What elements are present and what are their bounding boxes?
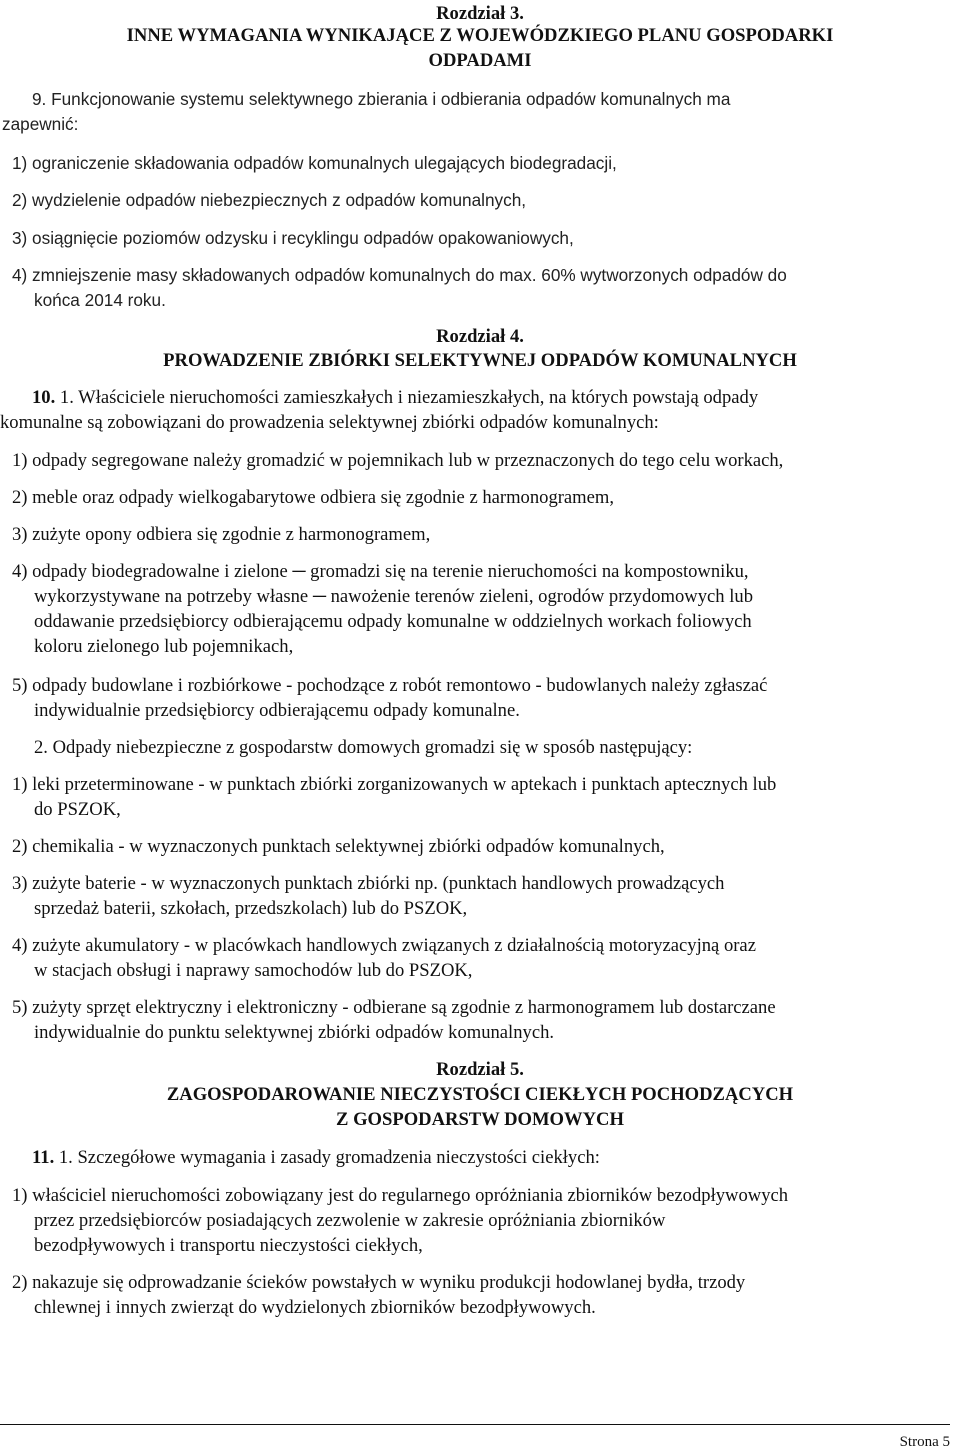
chapter-3-item-2: 2) wydzielenie odpadów niebezpiecznych z odpadów komunalnych, bbox=[12, 190, 527, 210]
chapter-4-item-5-line-2: indywidualnie przedsiębiorcy odbierającemu odpady komunalne. bbox=[34, 700, 520, 721]
paragraph-9-number: 9. bbox=[32, 89, 47, 109]
hazardous-item-1-line-2: do PSZOK, bbox=[34, 799, 121, 820]
paragraph-11-number: 11. bbox=[32, 1147, 55, 1168]
chapter-4-item-4-line-2: wykorzystywane na potrzeby własne ─ nawożenie terenów zieleni, ogrodów przydomowych lub bbox=[34, 586, 753, 607]
chapter-3-heading-line-2: ODPADAMI bbox=[428, 50, 532, 71]
hazardous-item-3-line-2: sprzedaż baterii, szkołach, przedszkolach) lub do PSZOK, bbox=[34, 898, 468, 919]
chapter-3-item-4-continuation: końca 2014 roku. bbox=[34, 290, 166, 310]
chapter-3-item-3: 3) osiągnięcie poziomów odzysku i recyklingu odpadów opakowaniowych, bbox=[12, 228, 574, 248]
hazardous-item-2: 2) chemikalia - w wyznaczonych punktach selektywnej zbiórki odpadów komunalnych, bbox=[12, 836, 665, 857]
chapter-4-heading: PROWADZENIE ZBIÓRKI SELEKTYWNEJ ODPADÓW KOMUNALNYCH bbox=[163, 350, 797, 371]
chapter-5-item-2-line-2: chlewnej i innych zwierząt do wydzielonych zbiorników bezodpływowych. bbox=[34, 1297, 596, 1318]
chapter-4-item-5: 5) odpady budowlane i rozbiórkowe - pochodzące z robót remontowo - budowlanych należy zgłaszać bbox=[12, 675, 768, 696]
hazardous-item-4-line-2: w stacjach obsługi i naprawy samochodów lub do PSZOK, bbox=[34, 960, 473, 981]
chapter-4-item-4-line-3: oddawanie przedsiębiorcy odbierającemu odpady komunalne w oddzielnych workach foliowych bbox=[34, 611, 752, 632]
chapter-4-title: Rozdział 4. bbox=[436, 326, 524, 347]
paragraph-9-line-2: zapewnić: bbox=[2, 114, 79, 134]
paragraph-10-number: 10. bbox=[32, 387, 56, 408]
hazardous-item-3: 3) zużyte baterie - w wyznaczonych punktach zbiórki np. (punktach handlowych prowadzących bbox=[12, 873, 725, 894]
chapter-3-item-1: 1) ograniczenie składowania odpadów komunalnych ulegających biodegradacji, bbox=[12, 153, 617, 173]
chapter-5-heading-line-1: ZAGOSPODAROWANIE NIECZYSTOŚCI CIEKŁYCH POCHODZĄCYCH bbox=[166, 1084, 794, 1105]
chapter-3-item-4: 4) zmniejszenie masy składowanych odpadów komunalnych do max. 60% wytworzonych odpadów do bbox=[12, 265, 787, 285]
chapter-5-item-2: 2) nakazuje się odprowadzanie ścieków powstałych w wyniku produkcji hodowlanej bydła, trzody bbox=[12, 1272, 746, 1293]
hazardous-item-4: 4) zużyte akumulatory - w placówkach handlowych związanych z działalnością motoryzacyjną oraz bbox=[12, 935, 756, 956]
paragraph-9-line-1: 9. Funkcjonowanie systemu selektywnego zbierania i odbierania odpadów komunalnych ma bbox=[32, 89, 731, 109]
hazardous-item-5-line-2: indywidualnie do punktu selektywnej zbiórki odpadów komunalnych. bbox=[34, 1022, 555, 1043]
chapter-5-heading-line-2: Z GOSPODARSTW DOMOWYCH bbox=[336, 1109, 624, 1130]
paragraph-10-point-2: 2. Odpady niebezpieczne z gospodarstw domowych gromadzi się w sposób następujący: bbox=[34, 737, 693, 758]
footer-divider bbox=[0, 1424, 950, 1425]
hazardous-item-1: 1) leki przeterminowane - w punktach zbiórki zorganizowanych w aptekach i punktach aptecznych lub bbox=[12, 774, 777, 795]
chapter-4-item-4-line-4: koloru zielonego lub pojemnikach, bbox=[34, 636, 294, 657]
hazardous-item-5: 5) zużyty sprzęt elektryczny i elektroniczny - odbierane są zgodnie z harmonogramem lub dostarczane bbox=[12, 997, 776, 1018]
paragraph-10-line-1: 10. 1. Właściciele nieruchomości zamieszkałych i niezamieszkałych, na których powstają odpady bbox=[32, 387, 759, 408]
chapter-5-title: Rozdział 5. bbox=[436, 1059, 524, 1080]
page-number: Strona 5 bbox=[899, 1434, 950, 1450]
chapter-5-item-1-line-2: przez przedsiębiorców posiadających zezwolenie w zakresie opróżniania zbiorników bbox=[34, 1210, 666, 1231]
chapter-4-item-3: 3) zużyte opony odbiera się zgodnie z harmonogramem, bbox=[12, 524, 431, 545]
chapter-5-item-1-line-3: bezodpływowych i transportu nieczystości ciekłych, bbox=[34, 1235, 423, 1256]
chapter-5-item-1: 1) właściciel nieruchomości zobowiązany jest do regularnego opróżniania zbiorników bezodpływowych bbox=[12, 1185, 789, 1206]
chapter-3-title: Rozdział 3. bbox=[436, 3, 524, 24]
paragraph-11: 11. 1. Szczegółowe wymagania i zasady gromadzenia nieczystości ciekłych: bbox=[32, 1147, 600, 1168]
chapter-4-item-2: 2) meble oraz odpady wielkogabarytowe odbiera się zgodnie z harmonogramem, bbox=[12, 487, 615, 508]
paragraph-10-line-2: komunalne są zobowiązani do prowadzenia selektywnej zbiórki odpadów komunalnych: bbox=[0, 412, 659, 433]
chapter-4-item-1: 1) odpady segregowane należy gromadzić w pojemnikach lub w przeznaczonych do tego celu workach, bbox=[12, 450, 784, 471]
chapter-3-heading-line-1: INNE WYMAGANIA WYNIKAJĄCE Z WOJEWÓDZKIEGO PLANU GOSPODARKI bbox=[126, 25, 834, 46]
chapter-4-item-4: 4) odpady biodegradowalne i zielone ─ gromadzi się na terenie nieruchomości na kompostowniku, bbox=[12, 561, 749, 582]
